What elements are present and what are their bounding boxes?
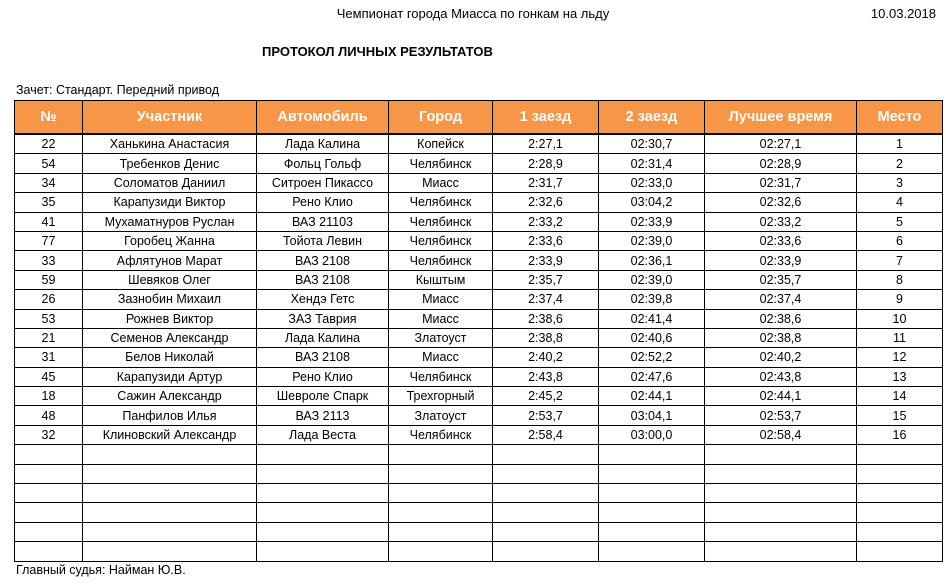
cell-car: ВАЗ 2108 [257,348,389,367]
cell-place: 13 [857,367,943,386]
cell-run2: 02:39,0 [599,270,705,289]
cell-participant: Клиновский Александр [83,425,257,444]
cell-place: 5 [857,212,943,231]
cell-number: 34 [15,173,83,192]
cell-best-time: 02:43,8 [705,367,857,386]
cell-run2: 02:39,0 [599,231,705,250]
header-row [15,101,943,135]
cell-place: 7 [857,251,943,270]
empty-cell [389,484,493,503]
empty-cell [705,542,857,561]
cell-place: 6 [857,231,943,250]
cell-run2: 02:39,8 [599,290,705,309]
cell-run2: 02:33,0 [599,173,705,192]
cell-place: 16 [857,425,943,444]
empty-cell [493,484,599,503]
cell-run2: 02:40,6 [599,328,705,347]
cell-place: 11 [857,328,943,347]
empty-table-row [15,484,943,503]
cell-participant: Требенков Денис [83,154,257,173]
cell-run1: 2:40,2 [493,348,599,367]
empty-cell [493,445,599,464]
empty-cell [493,503,599,522]
cell-best-time: 02:53,7 [705,406,857,425]
table-row [15,270,943,289]
empty-table-row [15,542,943,561]
cell-run1: 2:31,7 [493,173,599,192]
cell-city: Челябинск [389,212,493,231]
cell-best-time: 02:58,4 [705,425,857,444]
cell-run2: 02:52,2 [599,348,705,367]
table-row [15,425,943,444]
cell-run1: 2:45,2 [493,387,599,406]
col-header-place: Место [857,101,943,135]
cell-best-time: 02:35,7 [705,270,857,289]
cell-run1: 2:38,8 [493,328,599,347]
empty-cell [83,464,257,483]
cell-run1: 2:38,6 [493,309,599,328]
cell-car: Рено Клио [257,367,389,386]
cell-city: Миасс [389,348,493,367]
empty-cell [83,503,257,522]
category-label: Зачет: Стандарт. Передний привод [16,83,219,97]
protocol-title: ПРОТОКОЛ ЛИЧНЫХ РЕЗУЛЬТАТОВ [262,44,493,59]
cell-run2: 03:04,1 [599,406,705,425]
cell-best-time: 02:33,9 [705,251,857,270]
col-header-run1: 1 заезд [493,101,599,135]
cell-place: 3 [857,173,943,192]
cell-participant: Зазнобин Михаил [83,290,257,309]
cell-run2: 02:41,4 [599,309,705,328]
cell-car: Фольц Гольф [257,154,389,173]
cell-car: ВАЗ 2108 [257,270,389,289]
empty-cell [257,522,389,541]
cell-best-time: 02:27,1 [705,134,857,154]
cell-best-time: 02:37,4 [705,290,857,309]
cell-best-time: 02:32,6 [705,193,857,212]
chief-judge: Главный судья: Найман Ю.В. [16,563,186,577]
cell-number: 59 [15,270,83,289]
cell-number: 31 [15,348,83,367]
empty-cell [389,445,493,464]
empty-cell [857,484,943,503]
empty-cell [599,542,705,561]
cell-number: 21 [15,328,83,347]
cell-number: 18 [15,387,83,406]
table-row [15,134,943,154]
empty-table-row [15,445,943,464]
cell-place: 15 [857,406,943,425]
cell-run2: 02:47,6 [599,367,705,386]
empty-cell [257,464,389,483]
cell-number: 41 [15,212,83,231]
cell-participant: Соломатов Даниил [83,173,257,192]
cell-city: Златоуст [389,328,493,347]
empty-cell [15,522,83,541]
empty-cell [257,503,389,522]
cell-run2: 02:31,4 [599,154,705,173]
cell-number: 33 [15,251,83,270]
empty-cell [857,464,943,483]
cell-number: 53 [15,309,83,328]
cell-run1: 2:35,7 [493,270,599,289]
cell-place: 9 [857,290,943,309]
event-date: 10.03.2018 [870,6,936,21]
cell-car: Рено Клио [257,193,389,212]
table-row [15,328,943,347]
empty-cell [83,445,257,464]
cell-car: Лада Калина [257,134,389,154]
cell-place: 1 [857,134,943,154]
empty-cell [15,484,83,503]
cell-city: Челябинск [389,251,493,270]
empty-cell [857,445,943,464]
empty-cell [493,542,599,561]
empty-cell [857,522,943,541]
cell-car: Тойота Левин [257,231,389,250]
cell-car: Ситроен Пикассо [257,173,389,192]
empty-cell [705,464,857,483]
cell-place: 8 [857,270,943,289]
cell-city: Челябинск [389,367,493,386]
table-row [15,387,943,406]
cell-best-time: 02:38,8 [705,328,857,347]
empty-cell [257,445,389,464]
cell-number: 32 [15,425,83,444]
empty-cell [705,503,857,522]
cell-run2: 02:44,1 [599,387,705,406]
results-table [14,100,943,562]
empty-cell [705,445,857,464]
col-header-participant: Участник [83,101,257,135]
empty-cell [705,484,857,503]
cell-number: 22 [15,134,83,154]
table-row [15,290,943,309]
table-row [15,348,943,367]
col-header-number: № [15,101,83,135]
cell-place: 12 [857,348,943,367]
cell-participant: Семенов Александр [83,328,257,347]
cell-best-time: 02:33,6 [705,231,857,250]
empty-table-row [15,464,943,483]
cell-place: 2 [857,154,943,173]
cell-participant: Афлятунов Марат [83,251,257,270]
cell-participant: Карапузиди Артур [83,367,257,386]
empty-cell [599,445,705,464]
empty-cell [83,484,257,503]
results-body [15,134,943,561]
cell-number: 54 [15,154,83,173]
cell-car: ВАЗ 2113 [257,406,389,425]
col-header-car: Автомобиль [257,101,389,135]
championship-title: Чемпионат города Миасса по гонкам на льду [336,6,610,21]
cell-city: Миасс [389,290,493,309]
cell-city: Миасс [389,173,493,192]
cell-number: 77 [15,231,83,250]
table-row [15,193,943,212]
cell-best-time: 02:38,6 [705,309,857,328]
cell-run2: 02:33,9 [599,212,705,231]
cell-city: Копейск [389,134,493,154]
empty-table-row [15,503,943,522]
cell-car: Лада Калина [257,328,389,347]
empty-cell [599,484,705,503]
cell-city: Челябинск [389,425,493,444]
cell-city: Трехгорный [389,387,493,406]
cell-run2: 03:00,0 [599,425,705,444]
cell-participant: Рожнев Виктор [83,309,257,328]
empty-cell [599,464,705,483]
empty-cell [493,464,599,483]
table-row [15,212,943,231]
cell-best-time: 02:40,2 [705,348,857,367]
cell-run1: 2:37,4 [493,290,599,309]
cell-car: Хендэ Гетс [257,290,389,309]
cell-number: 26 [15,290,83,309]
empty-cell [493,522,599,541]
table-row [15,406,943,425]
empty-cell [83,542,257,561]
table-row [15,154,943,173]
empty-cell [389,522,493,541]
cell-participant: Панфилов Илья [83,406,257,425]
col-header-best-time: Лучшее время [705,101,857,135]
cell-participant: Мухаматнуров Руслан [83,212,257,231]
empty-cell [857,503,943,522]
col-header-run2: 2 заезд [599,101,705,135]
empty-cell [857,542,943,561]
empty-cell [389,503,493,522]
table-row [15,251,943,270]
cell-car: ЗАЗ Таврия [257,309,389,328]
cell-car: Шевроле Спарк [257,387,389,406]
cell-participant: Ханькина Анастасия [83,134,257,154]
cell-run1: 2:33,6 [493,231,599,250]
cell-best-time: 02:33,2 [705,212,857,231]
empty-table-row [15,522,943,541]
cell-number: 48 [15,406,83,425]
cell-car: Лада Веста [257,425,389,444]
empty-cell [599,503,705,522]
cell-best-time: 02:31,7 [705,173,857,192]
cell-participant: Шевяков Олег [83,270,257,289]
empty-cell [15,503,83,522]
empty-cell [257,484,389,503]
table-row [15,367,943,386]
empty-cell [15,542,83,561]
cell-place: 10 [857,309,943,328]
empty-cell [389,542,493,561]
cell-best-time: 02:44,1 [705,387,857,406]
empty-cell [83,522,257,541]
cell-run1: 2:33,9 [493,251,599,270]
table-row [15,231,943,250]
empty-cell [257,542,389,561]
cell-participant: Карапузиди Виктор [83,193,257,212]
empty-cell [599,522,705,541]
table-row [15,173,943,192]
cell-city: Кыштым [389,270,493,289]
table-row [15,309,943,328]
cell-participant: Сажин Александр [83,387,257,406]
cell-city: Миасс [389,309,493,328]
empty-cell [389,464,493,483]
empty-cell [15,445,83,464]
cell-city: Челябинск [389,231,493,250]
cell-best-time: 02:28,9 [705,154,857,173]
cell-number: 35 [15,193,83,212]
cell-run2: 03:04,2 [599,193,705,212]
cell-city: Златоуст [389,406,493,425]
cell-city: Челябинск [389,154,493,173]
cell-run1: 2:43,8 [493,367,599,386]
cell-run1: 2:53,7 [493,406,599,425]
cell-car: ВАЗ 2108 [257,251,389,270]
cell-run1: 2:28,9 [493,154,599,173]
cell-city: Челябинск [389,193,493,212]
cell-run1: 2:27,1 [493,134,599,154]
cell-run1: 2:33,2 [493,212,599,231]
cell-place: 14 [857,387,943,406]
cell-participant: Белов Николай [83,348,257,367]
empty-cell [15,464,83,483]
cell-run1: 2:58,4 [493,425,599,444]
cell-place: 4 [857,193,943,212]
empty-cell [705,522,857,541]
cell-run1: 2:32,6 [493,193,599,212]
cell-number: 45 [15,367,83,386]
cell-participant: Горобец Жанна [83,231,257,250]
cell-car: ВАЗ 21103 [257,212,389,231]
cell-run2: 02:30,7 [599,134,705,154]
col-header-city: Город [389,101,493,135]
cell-run2: 02:36,1 [599,251,705,270]
